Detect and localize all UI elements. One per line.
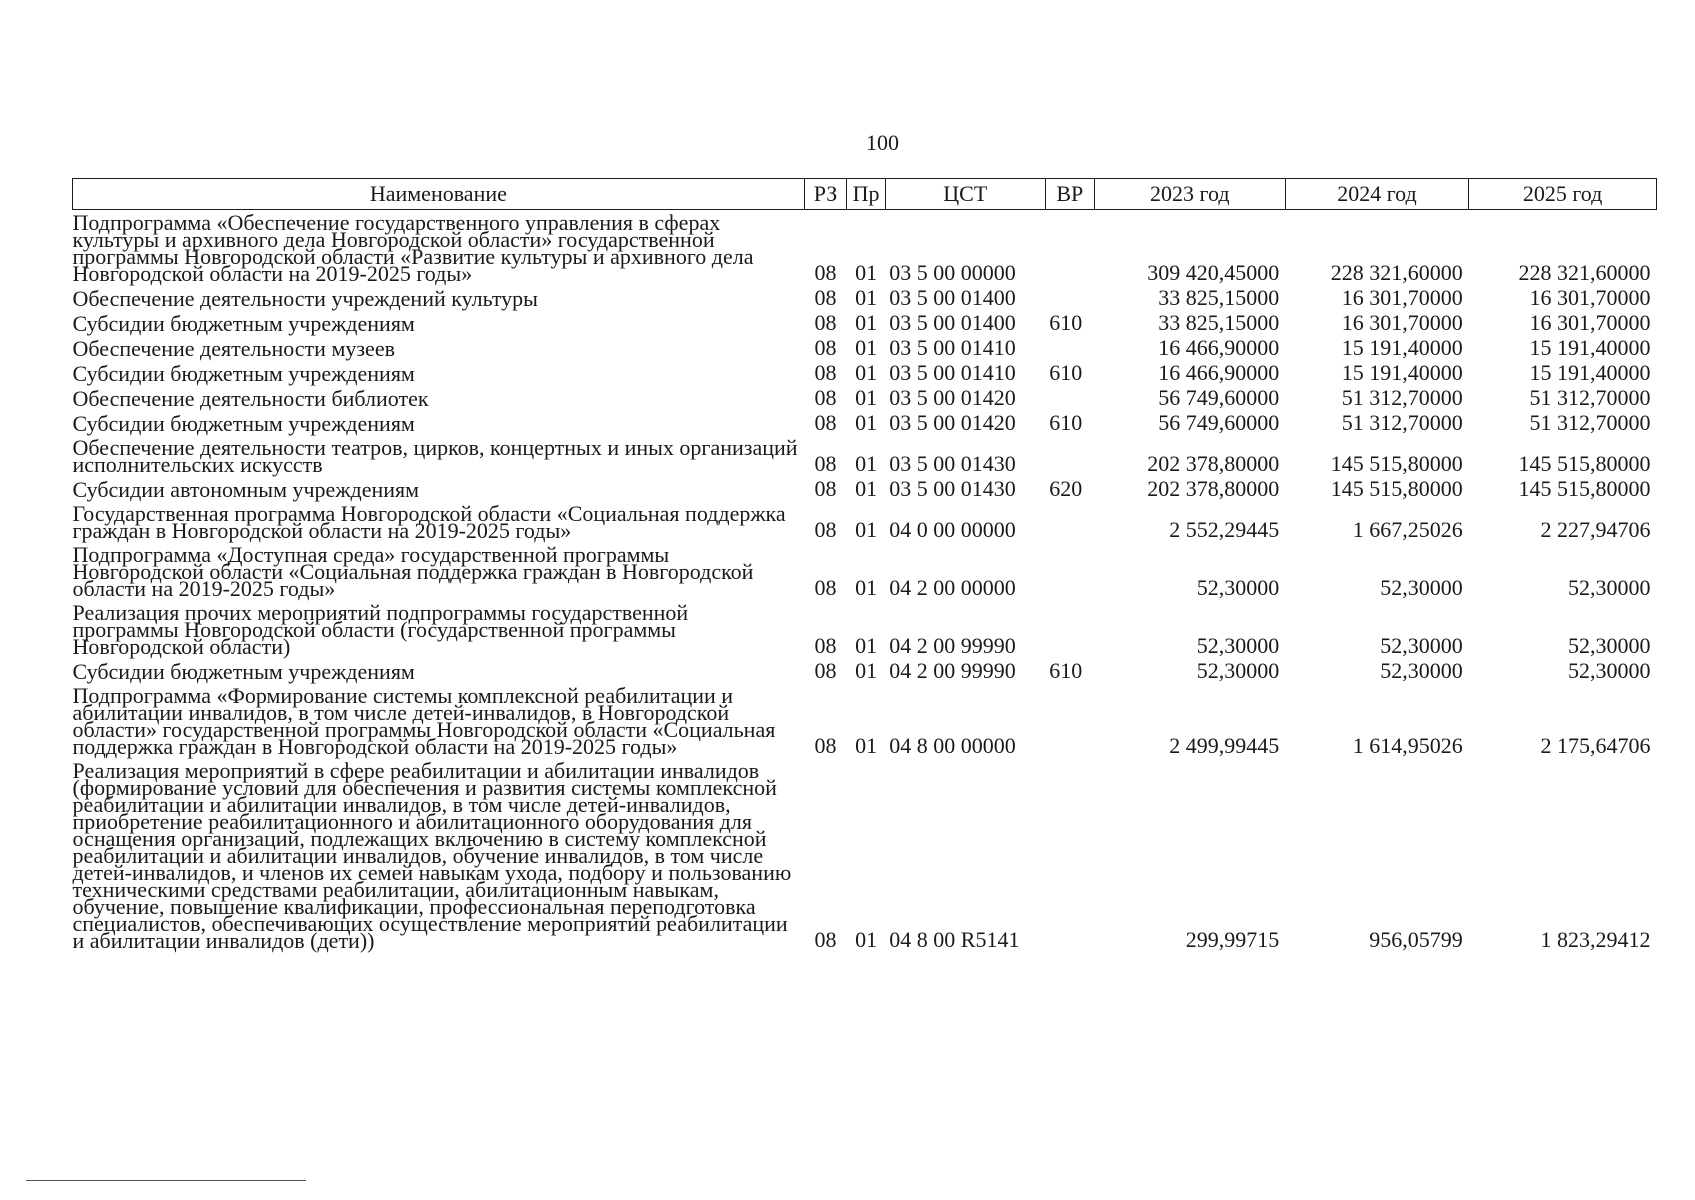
budget-table: [72, 178, 1657, 952]
row-value-2024: 145 515,80000: [1330, 451, 1463, 476]
table-row: [73, 285, 1657, 310]
row-value-2023: 52,30000: [1196, 575, 1280, 600]
header-2024: 2024 год: [1285, 179, 1468, 210]
row-rz: 08: [814, 517, 837, 542]
row-name: Обеспечение деятельности библиотек: [72, 386, 429, 411]
row-vr: [1045, 758, 1094, 952]
row-cst: 03 5 00 01400: [889, 285, 1016, 310]
row-value-2023: 33 825,15000: [1158, 310, 1280, 335]
row-vr: [1045, 335, 1094, 360]
row-value-2023: 202 378,80000: [1147, 476, 1280, 501]
row-cst: 03 5 00 01410: [889, 335, 1016, 360]
row-value-2024: 52,30000: [1380, 658, 1463, 683]
row-vr: 610: [1049, 658, 1083, 683]
row-value-2024: 145 515,80000: [1330, 476, 1463, 501]
row-vr: 610: [1049, 310, 1083, 335]
row-vr: 620: [1049, 476, 1083, 501]
row-value-2023: 309 420,45000: [1147, 260, 1280, 285]
row-pr: 01: [855, 733, 878, 758]
row-pr: 01: [855, 658, 878, 683]
table-body: [73, 210, 1657, 953]
row-value-2024: 1 614,95026: [1352, 733, 1463, 758]
row-value-2023: 2 499,99445: [1169, 733, 1280, 758]
row-value-2024: 52,30000: [1380, 575, 1463, 600]
table-row: [73, 385, 1657, 410]
row-cst: 04 0 00 00000: [889, 517, 1016, 542]
table-row: [73, 542, 1657, 600]
row-value-2025: 228 321,60000: [1518, 260, 1651, 285]
row-cst: 04 2 00 99990: [889, 658, 1016, 683]
row-cst: 03 5 00 01420: [889, 385, 1016, 410]
row-cst: 03 5 00 01420: [889, 410, 1016, 435]
row-value-2023: 56 749,60000: [1158, 410, 1280, 435]
row-rz: 08: [814, 260, 837, 285]
table-row: [73, 600, 1657, 658]
row-value-2025: 145 515,80000: [1518, 476, 1651, 501]
row-rz: 08: [814, 410, 837, 435]
row-value-2024: 1 667,25026: [1352, 517, 1463, 542]
header-cst: ЦСТ: [885, 179, 1045, 210]
table-row: [73, 683, 1657, 758]
row-vr: [1045, 435, 1094, 476]
row-name: Субсидии бюджетным учреждениям: [72, 659, 415, 684]
row-value-2023: 2 552,29445: [1169, 517, 1280, 542]
row-rz: 08: [814, 451, 837, 476]
row-value-2025: 145 515,80000: [1518, 451, 1651, 476]
row-value-2025: 16 301,70000: [1529, 310, 1651, 335]
row-value-2023: 33 825,15000: [1158, 285, 1280, 310]
row-vr: [1045, 285, 1094, 310]
row-rz: 08: [814, 335, 837, 360]
row-value-2025: 16 301,70000: [1529, 285, 1651, 310]
header-name: Наименование: [73, 179, 805, 210]
row-value-2025: 51 312,70000: [1529, 385, 1651, 410]
row-value-2025: 52,30000: [1568, 633, 1651, 658]
row-value-2024: 51 312,70000: [1341, 410, 1463, 435]
header-rz: РЗ: [804, 179, 847, 210]
row-value-2025: 52,30000: [1568, 658, 1651, 683]
table-row: [73, 758, 1657, 952]
row-name: Обеспечение деятельности театров, цирков, концертных и иных организаций исполнительских искусств: [72, 435, 798, 477]
row-value-2025: 51 312,70000: [1529, 410, 1651, 435]
table-row: [73, 410, 1657, 435]
row-name: Подпрограмма «Доступная среда» государственной программы Новгородской области «Социальная поддержка граждан в Новгородской области на 2019-2025 годы»: [72, 542, 754, 601]
header-vr: ВР: [1045, 179, 1094, 210]
table-row: [73, 476, 1657, 501]
row-name: Субсидии бюджетным учреждениям: [72, 361, 415, 386]
row-rz: 08: [814, 476, 837, 501]
row-pr: 01: [855, 385, 878, 410]
row-value-2023: 56 749,60000: [1158, 385, 1280, 410]
row-name: Реализация прочих мероприятий подпрограммы государственной программы Новгородской области (государственной программы Новгородской области): [72, 600, 689, 659]
row-vr: [1045, 501, 1094, 542]
table-row: [73, 658, 1657, 683]
row-pr: 01: [855, 633, 878, 658]
row-cst: 03 5 00 01430: [889, 476, 1016, 501]
row-value-2024: 16 301,70000: [1341, 310, 1463, 335]
row-name: Субсидии бюджетным учреждениям: [72, 411, 415, 436]
row-name: Обеспечение деятельности музеев: [72, 336, 395, 361]
row-value-2024: 15 191,40000: [1341, 335, 1463, 360]
row-rz: 08: [814, 575, 837, 600]
row-cst: 03 5 00 01430: [889, 451, 1016, 476]
row-pr: 01: [855, 451, 878, 476]
table-row: [73, 210, 1657, 286]
row-vr: [1045, 683, 1094, 758]
row-cst: 03 5 00 01400: [889, 310, 1016, 335]
row-value-2025: 15 191,40000: [1529, 360, 1651, 385]
table-row: [73, 501, 1657, 542]
row-pr: 01: [855, 517, 878, 542]
row-value-2025: 2 175,64706: [1540, 733, 1651, 758]
row-value-2023: 202 378,80000: [1147, 451, 1280, 476]
row-cst: 04 2 00 00000: [889, 575, 1016, 600]
row-cst: 03 5 00 00000: [889, 260, 1016, 285]
row-value-2024: 15 191,40000: [1341, 360, 1463, 385]
header-2025: 2025 год: [1469, 179, 1657, 210]
table-row: [73, 360, 1657, 385]
row-value-2023: 52,30000: [1196, 633, 1280, 658]
row-rz: 08: [814, 658, 837, 683]
row-value-2024: 16 301,70000: [1341, 285, 1463, 310]
row-value-2023: 16 466,90000: [1158, 335, 1280, 360]
table-row: [73, 435, 1657, 476]
row-rz: 08: [814, 927, 837, 952]
row-value-2023: 16 466,90000: [1158, 360, 1280, 385]
row-vr: 610: [1049, 410, 1083, 435]
row-cst: 04 8 00 R5141: [889, 927, 1020, 952]
row-pr: 01: [855, 927, 878, 952]
row-rz: 08: [814, 733, 837, 758]
header-2023: 2023 год: [1094, 179, 1285, 210]
row-rz: 08: [814, 310, 837, 335]
row-pr: 01: [855, 310, 878, 335]
row-rz: 08: [814, 360, 837, 385]
row-value-2024: 52,30000: [1380, 633, 1463, 658]
row-value-2023: 299,99715: [1185, 927, 1280, 952]
row-value-2024: 51 312,70000: [1341, 385, 1463, 410]
row-value-2025: 1 823,29412: [1540, 927, 1651, 952]
row-value-2025: 52,30000: [1568, 575, 1651, 600]
row-cst: 03 5 00 01410: [889, 360, 1016, 385]
row-name: Субсидии автономным учреждениям: [72, 477, 420, 502]
row-cst: 04 2 00 99990: [889, 633, 1016, 658]
row-name: Реализация мероприятий в сфере реабилитации и абилитации инвалидов (формирование условий для обеспечения и развития системы комплексной реабилитации и абилитации инвалидов, в том числе детей-инвалидов, приобретение реабилитационного и абилитационного оборудования для оснащения организаций, подлежащих включению в систему комплексной реабилитации и абилитации инвалидов, обучение инвалидов, в том числе детей-инвалидов, и членов их семей навыкам ухода, подбору и пользованию техническими средствами реабилитации, абилитационным навыкам, обучение, повышение квалификации, профессиональная переподготовка специалистов, обеспечивающих осуществление мероприятий реабилитации и абилитации инвалидов (дети)): [72, 758, 792, 953]
row-rz: 08: [814, 285, 837, 310]
row-vr: [1045, 385, 1094, 410]
row-rz: 08: [814, 633, 837, 658]
row-name: Государственная программа Новгородской области «Социальная поддержка граждан в Новгородской области на 2019-2025 годы»: [72, 501, 786, 543]
row-name: Обеспечение деятельности учреждений культуры: [72, 286, 538, 311]
row-value-2025: 2 227,94706: [1540, 517, 1651, 542]
row-name: Подпрограмма «Формирование системы комплексной реабилитации и абилитации инвалидов, в том числе детей-инвалидов, в Новгородской области» государственной программы Новгородской области «Социальная поддержка граждан в Новгородской области на 2019-2025 годы»: [72, 683, 776, 759]
row-value-2023: 52,30000: [1196, 658, 1280, 683]
footer-rule: [26, 1180, 306, 1181]
row-vr: 610: [1049, 360, 1083, 385]
header-pr: Пр: [847, 179, 885, 210]
row-name: Подпрограмма «Обеспечение государственного управления в сферах культуры и архивного дела Новгородской области» государственной программы Новгородской области «Развитие культуры и архивного дела Новгородской области на 2019-2025 годы»: [72, 210, 754, 286]
row-pr: 01: [855, 260, 878, 285]
row-pr: 01: [855, 285, 878, 310]
row-pr: 01: [855, 476, 878, 501]
row-vr: [1045, 600, 1094, 658]
row-cst: 04 8 00 00000: [889, 733, 1016, 758]
row-value-2024: 956,05799: [1369, 927, 1463, 952]
table-header-row: [73, 179, 1657, 210]
row-rz: 08: [814, 385, 837, 410]
row-pr: 01: [855, 335, 878, 360]
table-row: [73, 335, 1657, 360]
row-pr: 01: [855, 360, 878, 385]
row-vr: [1045, 542, 1094, 600]
row-name: Субсидии бюджетным учреждениям: [72, 311, 415, 336]
row-value-2025: 15 191,40000: [1529, 335, 1651, 360]
table-row: [73, 310, 1657, 335]
row-value-2024: 228 321,60000: [1330, 260, 1463, 285]
row-pr: 01: [855, 575, 878, 600]
row-vr: [1045, 210, 1094, 286]
row-pr: 01: [855, 410, 878, 435]
page-number: 100: [866, 130, 899, 155]
